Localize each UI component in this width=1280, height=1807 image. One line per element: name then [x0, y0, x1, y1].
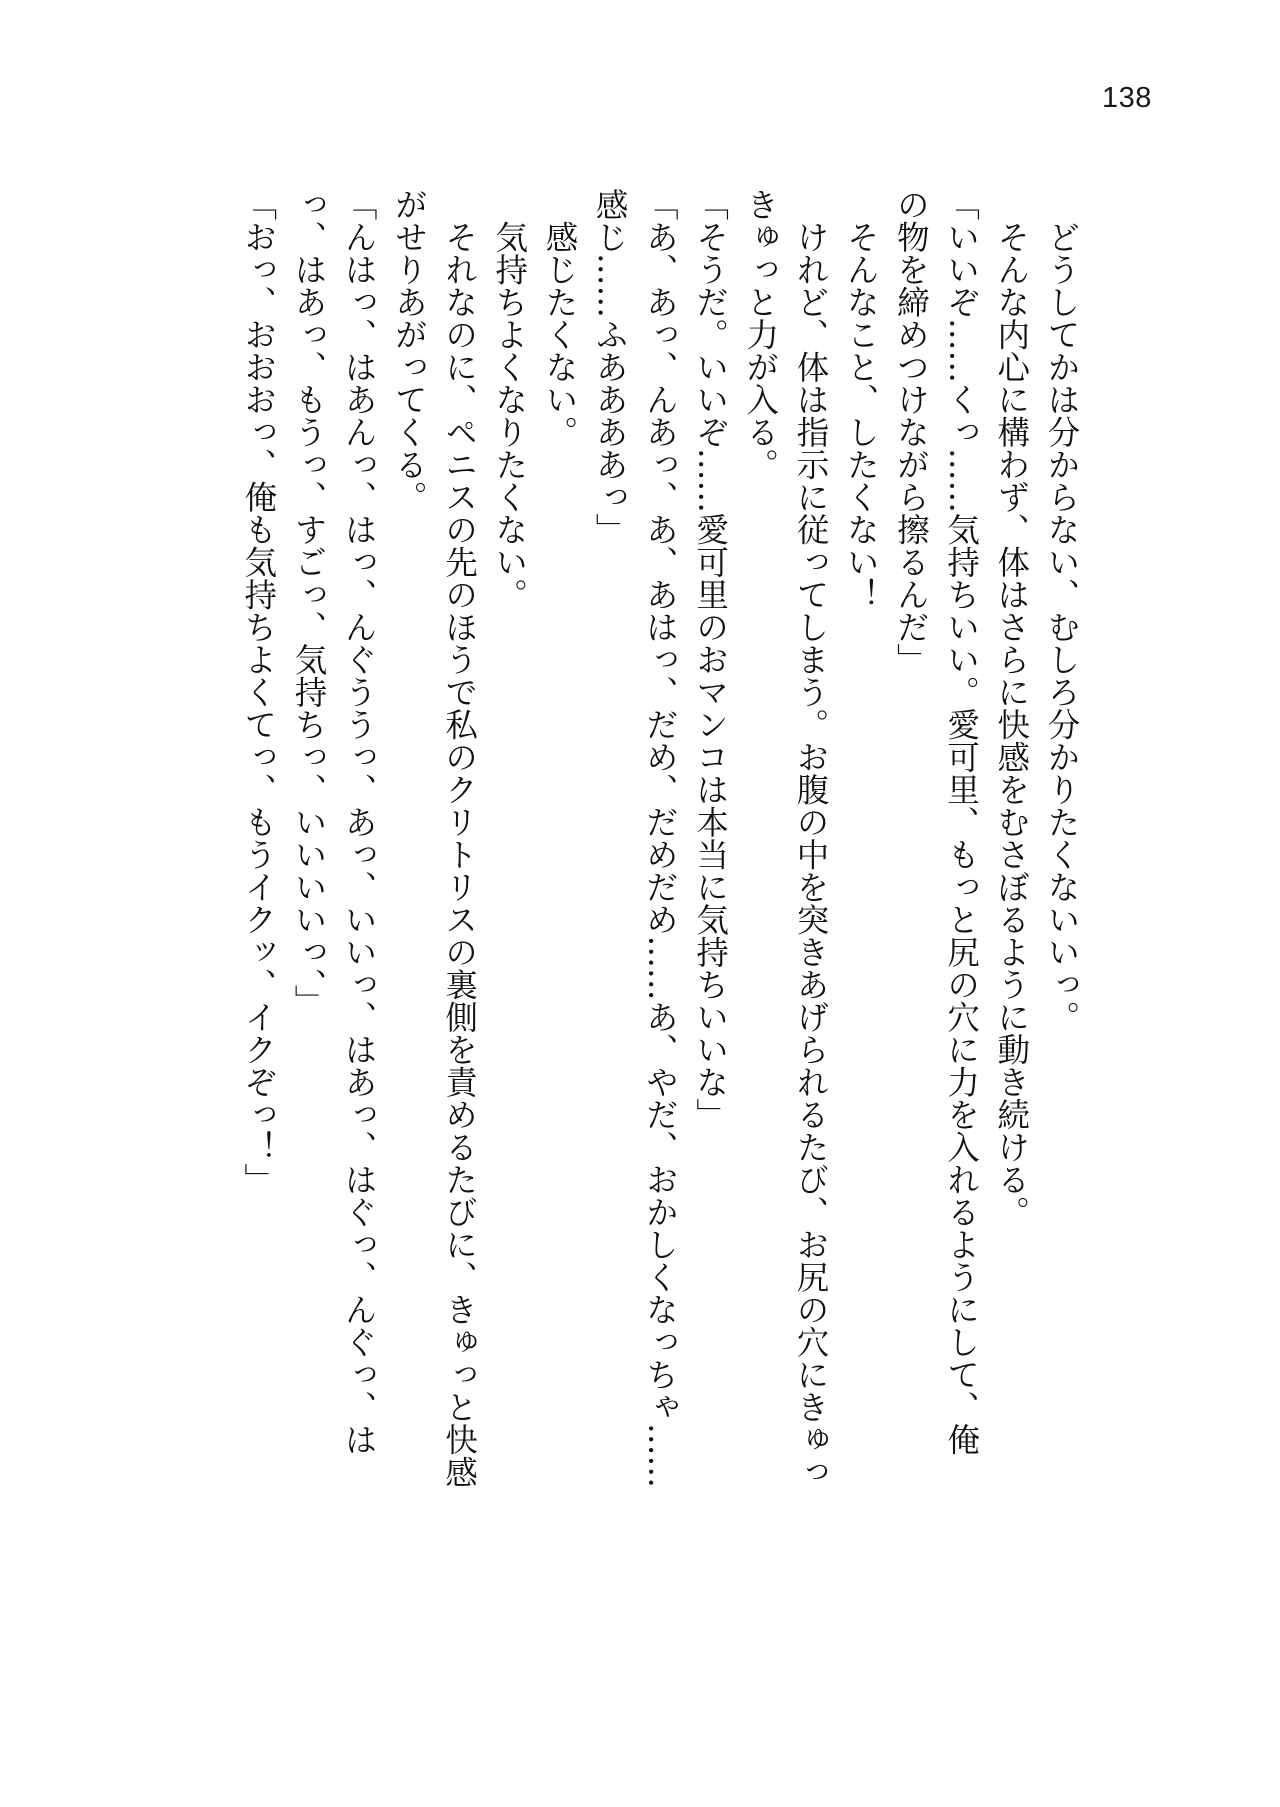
text-line: 「おっ、おおおっ、俺も気持ちよくてっ、もうイクッ、イクぞっ！」: [239, 188, 278, 1196]
text-line: 気持ちよくなりたくない。: [490, 188, 529, 611]
novel-body-text: [182, 188, 1087, 1668]
text-line: 「そうだ。いいぞ……愛可里のおマンコは本当に気持ちいいな」: [691, 188, 730, 1131]
text-line: それなのに、ペニスの先のほうで私のクリトリスの裏側を責めるたびに、きゅっと快感: [440, 188, 479, 1488]
text-line: そんな内心に構わず、体はさらに快感をむさぼるように動き続ける。: [992, 188, 1031, 1228]
text-line: 感じたくない。: [540, 188, 579, 448]
text-line: 「あ、あっ、んあっ、あ、あはっ、だめ、だめだめ……あ、やだ、おかしくなっちゃ……: [641, 188, 680, 1488]
text-line: の物を締めつけながら擦るんだ」: [892, 188, 931, 676]
page-number: 138: [1102, 82, 1152, 114]
text-line: けれど、体は指示に従ってしまう。お腹の中を突きあげられるたび、お尻の穴にきゅっ: [791, 188, 830, 1488]
text-line: がせりあがってくる。: [390, 188, 429, 513]
text-line: っ、はあっ、もうっ、すごっ、気持ちっ、いいいいっ、」: [289, 188, 328, 1017]
text-line: 「んはっ、はあんっ、はっ、んぐううっ、あっ、いいっ、はあっ、はぐっ、んぐっ、は: [340, 188, 379, 1456]
text-line: 感じ……ふああああっ」: [591, 188, 630, 546]
text-line: そんなこと、したくない！: [842, 188, 881, 611]
text-line: きゅっと力が入る。: [741, 188, 780, 481]
text-line: 「いいぞ……くっ……気持ちいい。愛可里、もっと尻の穴に力を入れるようにして、俺: [942, 188, 981, 1456]
text-line: どうしてかは分からない、むしろ分かりたくないいっ。: [1043, 188, 1081, 1033]
